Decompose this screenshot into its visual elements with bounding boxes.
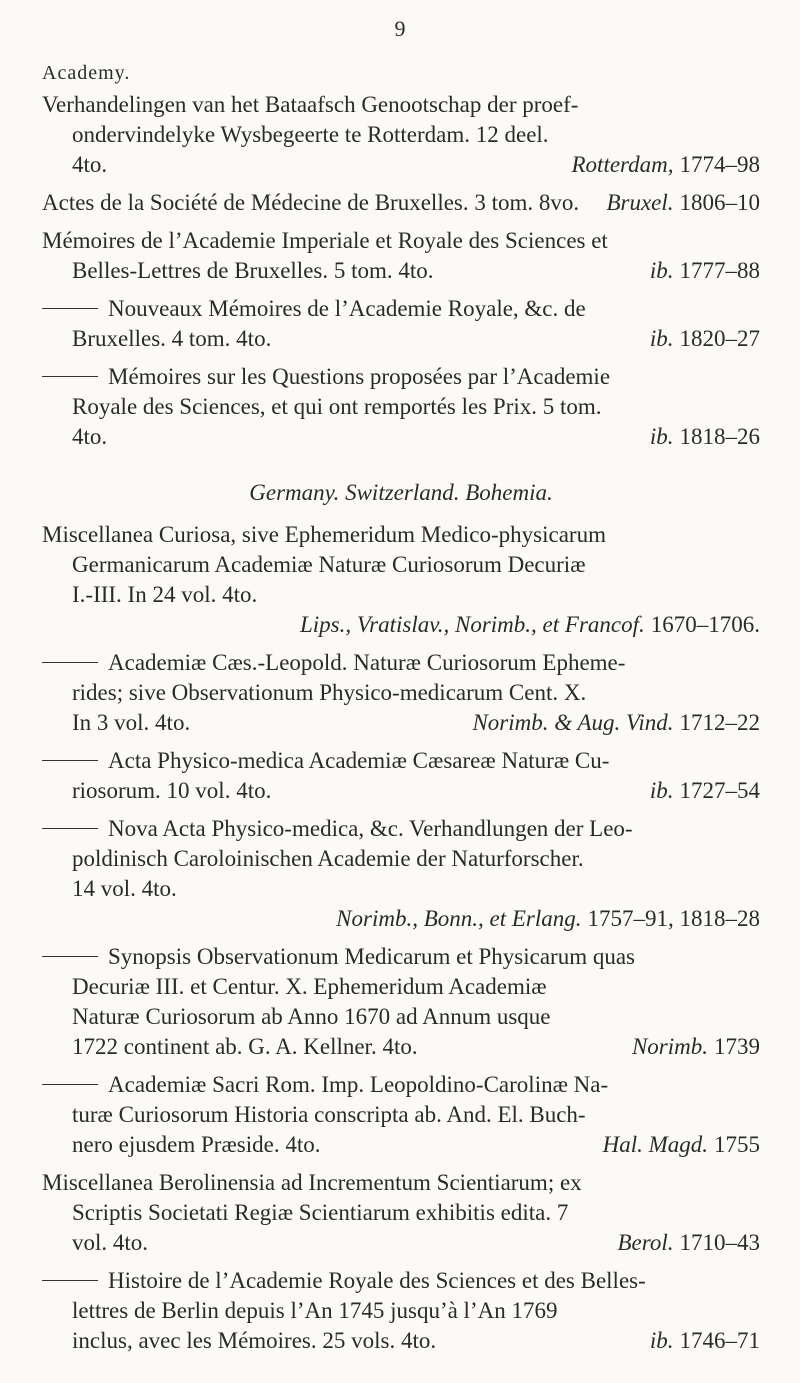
entry-format-text: 1722 continent ab. G. A. Kellner. 4to. [72,1034,418,1059]
catalog-entry [42,942,760,1062]
entry-first-line [42,1266,760,1296]
entry-first-line [42,1070,760,1100]
catalog-entry [42,294,760,354]
entry-format-text: vol. 4to. [72,1230,149,1255]
ditto-rule [42,760,98,761]
catalog-entry [42,1070,760,1160]
entry-date: 1806–10 [679,190,760,215]
entry-place: Norimb., Bonn., et Erlang. [336,906,582,931]
ditto-rule [42,956,98,957]
entry-imprint-line [42,256,760,286]
entry-imprint-line [42,1130,760,1160]
entry-continuation-line [42,1100,760,1130]
entry-imprint-line [42,1032,760,1062]
entry-imprint-line [42,708,760,738]
catalog-entry [42,90,760,180]
entry-first-line [42,294,760,324]
catalog-entry [42,520,760,640]
entry-title-text: Academiæ Cæs.-Leopold. Naturæ Curiosorum Epheme- [108,650,626,675]
entry-title-text: Mémoires de l’Academie Imperiale et Royale des Sciences et [42,228,608,253]
entry-imprint-line [42,904,760,934]
entry-imprint-line [42,610,760,640]
entry-group-germany [42,520,760,1356]
catalog-entry [42,1266,760,1356]
entry-place: ib. [649,258,674,283]
entry-title-text: Actes de la Société de Médecine de Bruxelles. 3 tom. 8vo. [42,190,580,215]
entry-continuation-line [42,580,760,610]
entry-continuation-text: I.-III. In 24 vol. 4to. [72,582,258,607]
entry-continuation-line [42,550,760,580]
entry-date: 1727–54 [679,778,760,803]
entry-title-text: Mémoires sur les Questions proposées par l’Academie [108,364,611,389]
entry-imprint-line [42,1228,760,1258]
catalog-entry [42,648,760,738]
entry-first-line [42,90,760,120]
entry-place: Berol. [617,1230,674,1255]
running-head: Academy. [42,62,131,84]
entry-title-text: Verhandelingen van het Bataafsch Genootschap der proef- [42,92,579,117]
ditto-rule [42,662,98,663]
entry-continuation-line [42,392,760,422]
entry-continuation-line [42,1198,760,1228]
ditto-rule [42,1084,98,1085]
section-heading: Germany. Switzerland. Bohemia. [249,480,553,505]
entry-imprint-line [42,324,760,354]
entry-imprint-line [42,1326,760,1356]
ditto-rule [42,1280,98,1281]
entry-imprint-line [42,150,760,180]
entry-first-line [42,188,760,218]
entry-title-text: Miscellanea Berolinensia ad Incrementum Scientiarum; ex [42,1170,582,1195]
entry-first-line [42,942,760,972]
entry-imprint-line [42,422,760,452]
entry-place: Rotterdam, [571,152,674,177]
entry-first-line [42,746,760,776]
entry-first-line [42,362,760,392]
entry-place: ib. [649,1328,674,1353]
entry-title-text: Acta Physico-medica Academiæ Cæsareæ Naturæ Cu- [108,748,610,773]
entry-continuation-line [42,1296,760,1326]
entry-first-line [42,1168,760,1198]
entry-group-netherlands-belgium [42,90,760,452]
entry-format-text: Bruxelles. 4 tom. 4to. [72,326,272,351]
entry-continuation-line [42,1002,760,1032]
catalog-entry [42,226,760,286]
entry-format-text: riosorum. 10 vol. 4to. [72,778,272,803]
entry-place: ib. [649,326,674,351]
entry-date: 1739 [714,1034,760,1059]
entry-format-text: nero ejusdem Præside. 4to. [72,1132,321,1157]
entry-continuation-line [42,874,760,904]
entry-date: 1820–27 [679,326,760,351]
entry-title-text: Synopsis Observationum Medicarum et Physicarum quas [108,944,636,969]
entry-continuation-text: Decuriæ III. et Centur. X. Ephemeridum Academiæ [72,974,547,999]
entry-continuation-text: rides; sive Observationum Physico-medicarum Cent. X. [72,680,587,705]
entry-place: Bruxel. [606,190,674,215]
catalog-entry [42,746,760,806]
catalog-entry [42,362,760,452]
entry-first-line [42,648,760,678]
entry-title-text: Histoire de l’Academie Royale des Sciences et des Belles- [108,1268,646,1293]
entry-place: Norimb. [631,1034,708,1059]
entry-continuation-text: turæ Curiosorum Historia conscripta ab. And. El. Buch- [72,1102,586,1127]
entry-continuation-text: ondervindelyke Wysbegeerte te Rotterdam. 12 deel. [72,122,549,147]
entry-format-text: 4to. [72,424,108,449]
entry-first-line [42,520,760,550]
entry-date: 1712–22 [679,710,760,735]
ditto-rule [42,376,98,377]
entry-date: 1777–88 [679,258,760,283]
catalog-entry [42,188,760,218]
entry-continuation-text: Germanicarum Academiæ Naturæ Curiosorum Decuriæ [72,552,586,577]
entry-title-text: Nova Acta Physico-medica, &c. Verhandlungen der Leo- [108,816,633,841]
entry-continuation-text: Scriptis Societati Regiæ Scientiarum exhibitis edita. 7 [72,1200,569,1225]
entry-format-text: In 3 vol. 4to. [72,710,191,735]
entry-continuation-text: 14 vol. 4to. [72,876,177,901]
ditto-rule [42,828,98,829]
entry-continuation-line [42,844,760,874]
entry-first-line [42,814,760,844]
entry-place: Lips., Vratislav., Norimb., et Francof. [299,612,645,637]
entry-format-text: Belles-Lettres de Bruxelles. 5 tom. 4to. [72,258,434,283]
entry-date: 1746–71 [679,1328,760,1353]
entry-format-text: inclus, avec les Mémoires. 25 vols. 4to. [72,1328,437,1353]
entry-date: 1755 [714,1132,760,1157]
entry-continuation-text: Naturæ Curiosorum ab Anno 1670 ad Annum usque [72,1004,551,1029]
catalog-entry [42,1168,760,1258]
ditto-rule [42,308,98,309]
entry-continuation-line [42,120,760,150]
entry-first-line [42,226,760,256]
entry-continuation-text: poldinisch Caroloinischen Academie der Naturforscher. [72,846,584,871]
entry-place: Hal. Magd. [602,1132,708,1157]
entry-place: ib. [649,778,674,803]
page-number: 9 [394,16,406,41]
entry-date: 1774–98 [679,152,760,177]
entry-continuation-line [42,678,760,708]
entry-date: 1818–26 [679,424,760,449]
entry-date: 1670–1706. [650,612,760,637]
entry-format-text: 4to. [72,152,108,177]
entry-title-text: Nouveaux Mémoires de l’Academie Royale, &c. de [108,296,586,321]
entry-place: Norimb. & Aug. Vind. [472,710,674,735]
catalog-entry [42,814,760,934]
entry-place: ib. [649,424,674,449]
entry-imprint-line [42,776,760,806]
entries-container [42,90,760,1364]
entry-date: 1757–91, 1818–28 [587,906,760,931]
entry-date: 1710–43 [679,1230,760,1255]
entry-continuation-text: lettres de Berlin depuis l’An 1745 jusqu’à l’An 1769 [72,1298,558,1323]
entry-title-text: Miscellanea Curiosa, sive Ephemeridum Medico-physicarum [42,522,606,547]
entry-continuation-line [42,972,760,1002]
entry-continuation-text: Royale des Sciences, et qui ont remportés les Prix. 5 tom. [72,394,602,419]
entry-title-text: Academiæ Sacri Rom. Imp. Leopoldino-Carolinæ Na- [108,1072,609,1097]
